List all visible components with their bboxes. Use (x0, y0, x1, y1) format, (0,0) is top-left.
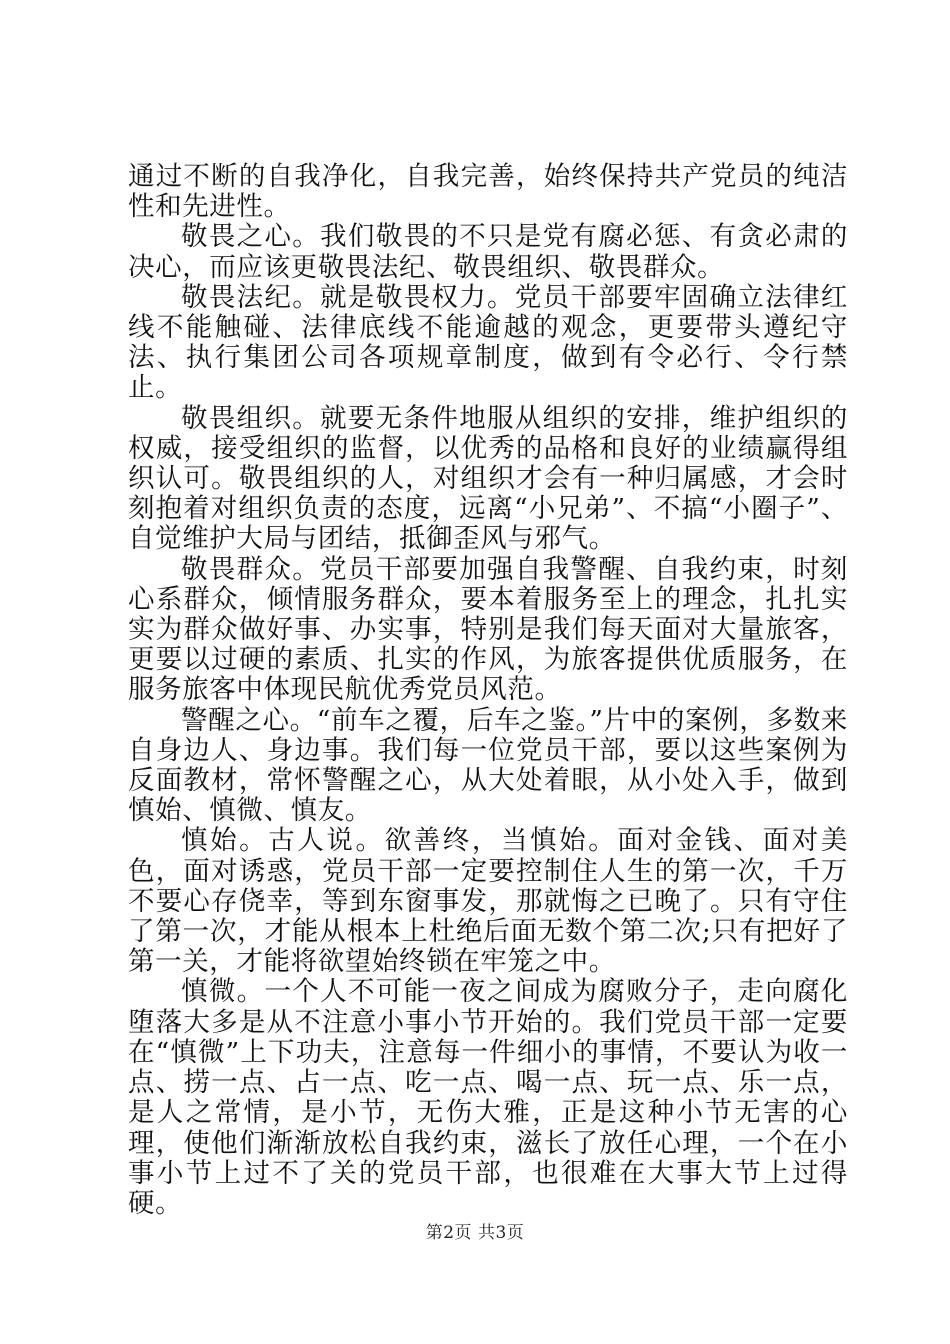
paragraph-awe-masses: 敬畏群众。党员干部要加强自我警醒、自我约束，时刻心系群众，倾情服务群众，要本着服务至上的理念，扎扎实实为群众做好事、办实事，特别是我们每天面对大量旅客，更要以过硬的素质、扎实的作风，为旅客提供优质服务，在服务旅客中体现民航优秀党员风范。 (128, 553, 848, 706)
paragraph-awe-organization: 敬畏组织。就要无条件地服从组织的安排，维护组织的权威，接受组织的监督，以优秀的品格和良好的业绩赢得组织认可。敬畏组织的人，对组织才会有一种归属感，才会时刻抱着对组织负责的态度，远离“小兄弟”、不搞“小圈子”、自觉维护大局与团结，抵御歪风与邪气。 (128, 402, 848, 555)
paragraph-continuation: 通过不断的自我净化，自我完善，始终保持共产党员的纯洁性和先进性。 (128, 161, 848, 223)
paragraph-cautious-small: 慎微。一个人不可能一夜之间成为腐败分子，走向腐化堕落大多是从不注意小事小节开始的。我们党员干部一定要在“慎微”上下功夫，注意每一件细小的事情，不要认为收一点、捞一点、占一点、吃一点、喝一点、玩一点、乐一点，是人之常情，是小节，无伤大雅，正是这种小节无害的心理，使他们渐渐放松自我约束，滋长了放任心理，一个在小事小节上过不了关的党员干部，也很难在大事大节上过得硬。 (128, 976, 848, 1219)
page-number-footer: 第2页 共3页 (425, 1223, 525, 1243)
paragraph-vigilance: 警醒之心。“前车之覆，后车之鉴。”片中的案例，多数来自身边人、身边事。我们每一位党员干部，要以这些案例为反面教材，常怀警醒之心，从大处着眼，从小处入手，做到慎始、慎微、慎友。 (128, 704, 848, 827)
document-body (128, 162, 848, 1219)
paragraph-awe-law: 敬畏法纪。就是敬畏权力。党员干部要牢固确立法律红线不能触碰、法律底线不能逾越的观念，更要带头遵纪守法、执行集团公司各项规章制度，做到有令必行、令行禁止。 (128, 281, 848, 404)
paragraph-cautious-start: 慎始。古人说。欲善终，当慎始。面对金钱、面对美色，面对诱惑，党员干部一定要控制住人生的第一次，千万不要心存侥幸，等到东窗事发，那就悔之已晚了。只有守住了第一次，才能从根本上杜绝后面无数个第二次;只有把好了第一关，才能将欲望始终锁在牢笼之中。 (128, 825, 848, 978)
paragraph-awe-heart: 敬畏之心。我们敬畏的不只是党有腐必惩、有贪必肃的决心，而应该更敬畏法纪、敬畏组织、敬畏群众。 (128, 221, 848, 283)
